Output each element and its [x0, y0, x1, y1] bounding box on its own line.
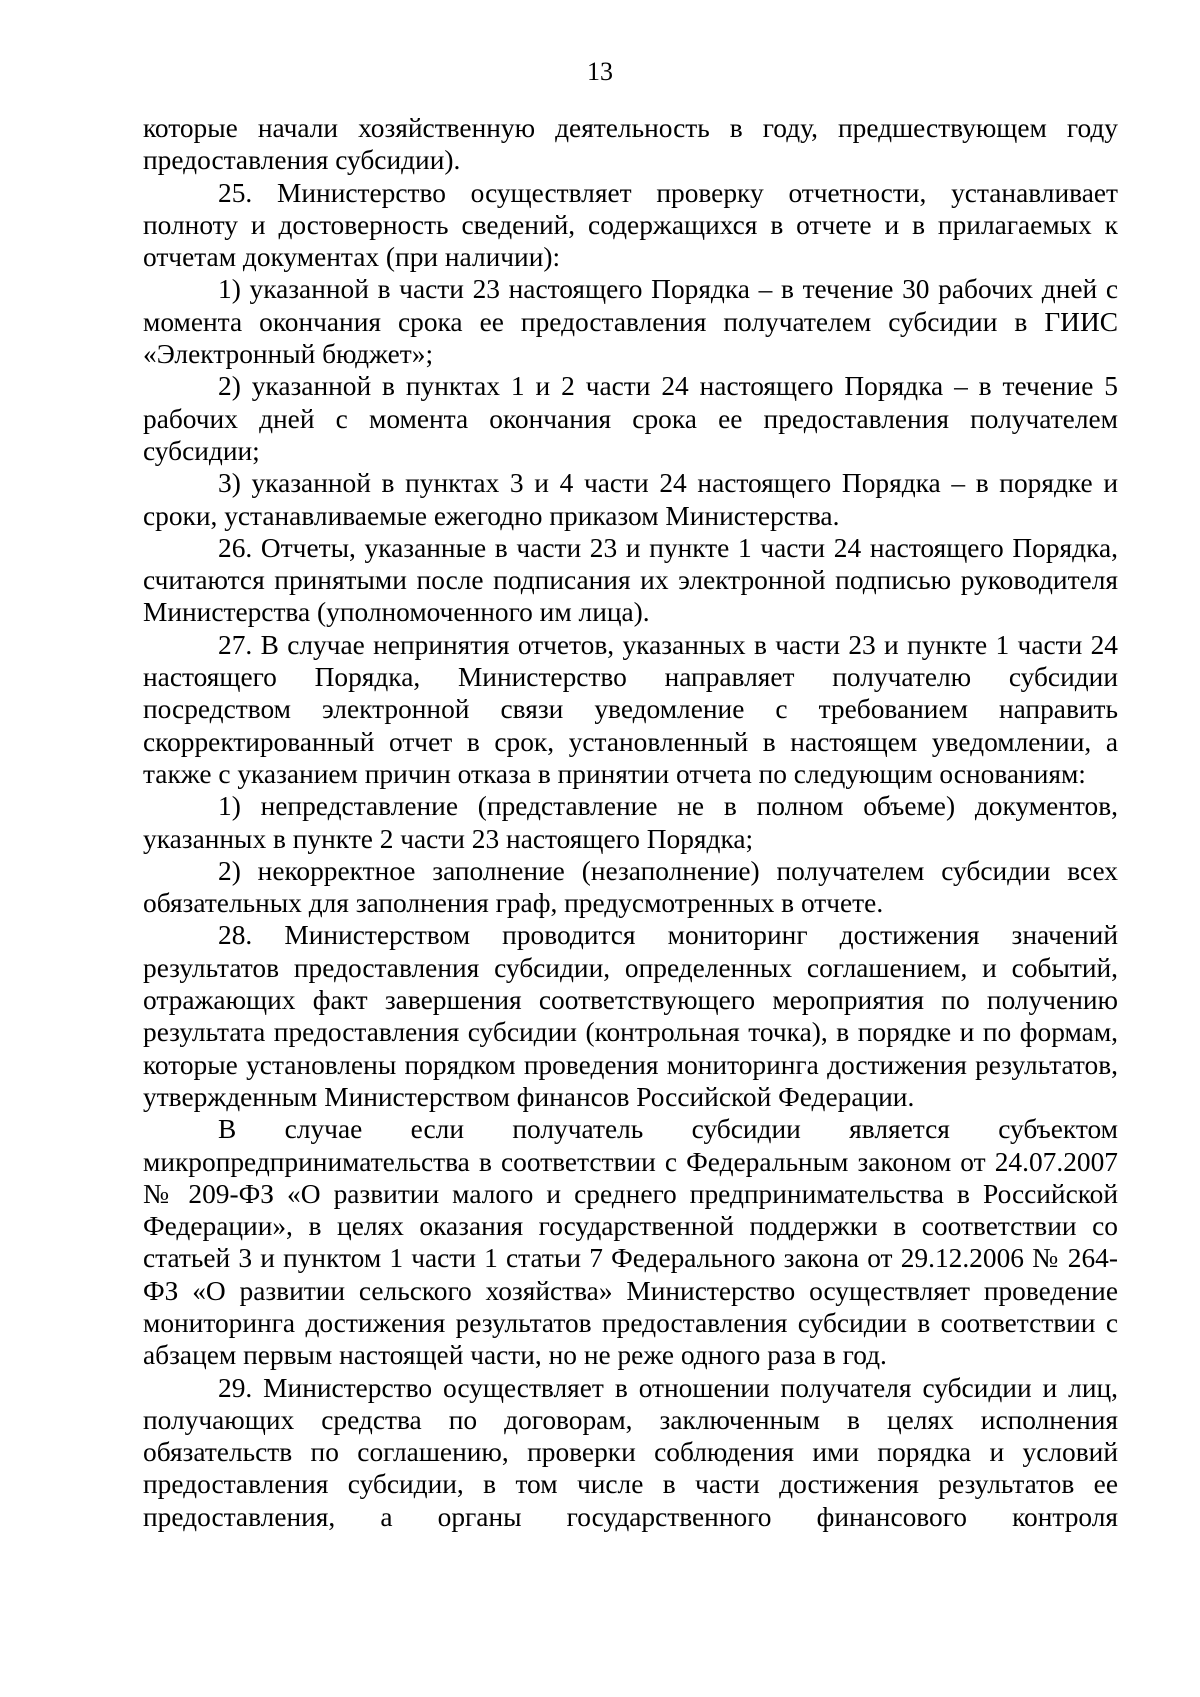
paragraph-25: 25. Министерство осуществляет проверку отчетности, устанавливает полноту и достоверность сведений, содержащихся в отчете и в прилагаемых к отчетам документах (при наличии): [143, 177, 1118, 273]
paragraph-25-item-3: 3) указанной в пунктах 3 и 4 части 24 настоящего Порядка – в порядке и сроки, устанавливаемые ежегодно приказом Министерства. [143, 468, 1118, 531]
paragraph-27-item-1: 1) непредставление (представление не в полном объеме) документов, указанных в пункте 2 части 23 настоящего Порядка; [143, 791, 1118, 854]
paragraph-25-item-1: 1) указанной в части 23 настоящего Порядка – в течение 30 рабочих дней с момента окончания срока ее предоставления получателем субсидии в ГИИС «Электронный бюджет»; [143, 274, 1118, 370]
page-number: 13 [587, 57, 613, 86]
paragraph-26: 26. Отчеты, указанные в части 23 и пункте 1 части 24 настоящего Порядка, считаются принятыми после подписания их электронной подписью руководителя Министерства (уполномоченного им лица). [143, 532, 1118, 628]
paragraph-27-item-2: 2) некорректное заполнение (незаполнение) получателем субсидии всех обязательных для заполнения граф, предусмотренных в отчете. [143, 855, 1118, 919]
paragraph-28-second: В случае если получатель субсидии является субъектом микропредпринимательства в соответствии с Федеральным законом от 24.07.2007 № 209-ФЗ «О развитии малого и среднего предпринимательства в Российской Федерации», в целях оказания государственной поддержки в соответствии со статьей 3 и пунктом 1 части 1 статьи 7 Федерального закона от 29.12.2006 № 264-ФЗ «О развитии сельского хозяйства» Министерство осуществляет проведение мониторинга достижения результатов предоставления субсидии в соответствии с абзацем первым настоящей части, но не реже одного раза в год. [143, 1114, 1118, 1371]
paragraph-25-item-2: 2) указанной в пунктах 1 и 2 части 24 настоящего Порядка – в течение 5 рабочих дней с момента окончания срока ее предоставления получателем субсидии; [143, 371, 1118, 466]
paragraph-28: 28. Министерством проводится мониторинг достижения значений результатов предоставления субсидии, определенных соглашением, и событий, отражающих факт завершения соответствующего мероприятия по получению результата предоставления субсидии (контрольная точка), в порядке и по формам, которые установлены порядком проведения мониторинга достижения результатов, утвержденным Министерством финансов Российской Федерации. [143, 920, 1118, 1112]
paragraph-continuation: которые начали хозяйственную деятельность в году, предшествующем году предоставления субсидии). [143, 113, 1118, 176]
paragraph-29: 29. Министерство осуществляет в отношении получателя субсидии и лиц, получающих средства по договорам, заключенным в целях исполнения обязательств по соглашению, проверки соблюдения ими порядка и условий предоставления субсидии, в том числе в части достижения результатов ее предоставления, а органы государственного финансового контроля [143, 1372, 1118, 1532]
document-body [143, 112, 1118, 1533]
paragraph-27: 27. В случае непринятия отчетов, указанных в части 23 и пункте 1 части 24 настоящего Порядка, Министерство направляет получателю субсидии посредством электронной связи уведомление с требованием направить скорректированный отчет в срок, установленный в настоящем уведомлении, а также с указанием причин отказа в принятии отчета по следующим основаниям: [143, 629, 1118, 789]
